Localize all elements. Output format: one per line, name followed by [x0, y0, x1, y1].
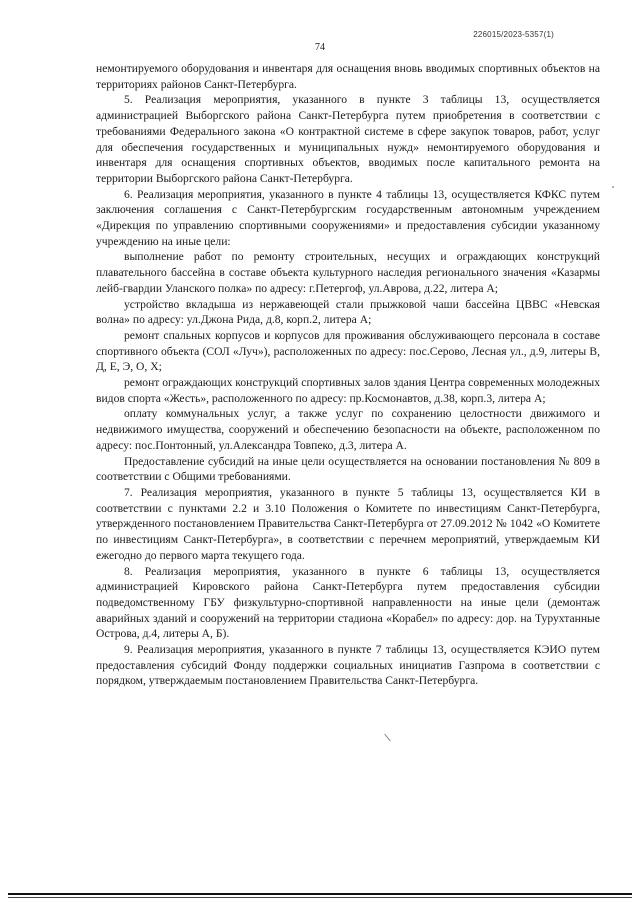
page-number: 74	[315, 42, 325, 53]
document-registration-number: 226015/2023-5357(1)	[473, 30, 554, 39]
scan-artifact-mark	[384, 734, 391, 742]
list-item-dormitory-repair: ремонт спальных корпусов и корпусов для проживания обслуживающего персонала в составе спортивного объекта (СОЛ «Луч»), расположенных по адресу: пос.Серово, Лесная ул., д.9, литеры В, Д, Е, Э, О, Х;	[96, 328, 600, 374]
paragraph-item-8: 8. Реализация мероприятия, указанного в пункте 6 таблицы 13, осуществляется администрацией Кировского района Санкт-Петербурга путем предоставления субсидии подведомственному ГБУ физкультурно-спортивной направленности на иные цели (демонтаж аварийных зданий и сооружений на территории стадиона «Корабел» по адресу: дор. на Турухтанные Острова, д.4, литеры А, Б).	[96, 564, 600, 641]
list-item-diving-bowl: устройство вкладыша из нержавеющей стали прыжковой чаши бассейна ЦВВС «Невская волна» по адресу: ул.Джона Рида, д.8, корп.2, литера А;	[96, 297, 600, 327]
paragraph-item-6: 6. Реализация мероприятия, указанного в пункте 4 таблицы 13, осуществляется КФКС путем заключения соглашения с Санкт-Петербургским государственным автономным учреждением «Дирекция по управлению спортивными сооружениями» и предоставления субсидии указанному учреждению на иные цели:	[96, 187, 600, 248]
paragraph-continuation: немонтируемого оборудования и инвентаря для оснащения вновь вводимых спортивных объектов на территориях районов Санкт-Петербурга.	[96, 62, 600, 91]
paragraph-subsidy-basis: Предоставление субсидий на иные цели осуществляется на основании постановления № 809 в соответствии с Общими требованиями.	[96, 454, 600, 484]
paragraph-item-7: 7. Реализация мероприятия, указанного в пункте 5 таблицы 13, осуществляется КИ в соответствии с пунктами 2.2 и 3.10 Положения о Комитете по инвестициям Санкт-Петербурга, утвержденного постановлением Правительства Санкт-Петербурга от 27.09.2012 № 1042 «О Комитете по инвестициям Санкт-Петербурга», в соответствии с перечнем мероприятий, утверждаемым КИ ежегодно до первого марта текущего года.	[96, 485, 600, 562]
scan-bottom-edge	[8, 893, 632, 895]
list-item-halls-repair: ремонт ограждающих конструкций спортивных залов здания Центра современных молодежных видов спорта «Жесть», расположенного по адресу: пр.Космонавтов, д.38, корп.3, литера А;	[96, 376, 600, 405]
list-item-pool-repair: выполнение работ по ремонту строительных, несущих и ограждающих конструкций плавательного бассейна в составе объекта культурного наследия регионального значения «Казармы лейб-гвардии Уланского полка» по адресу: г.Петергоф, ул.Аврова, д.22, литера А;	[96, 250, 600, 295]
list-item-utilities: оплату коммунальных услуг, а также услуг по сохранению целостности движимого и недвижимого имущества, сооружений и обеспечению безопасности на объекте, расположенном по адресу: пос.Понтонный, ул.Александра Товпеко, д.3, литера А.	[96, 407, 600, 452]
scan-bottom-edge-secondary	[8, 897, 632, 898]
paragraph-item-5: 5. Реализация мероприятия, указанного в пункте 3 таблицы 13, осуществляется администрацией Выборгского района Санкт-Петербурга путем приобретения в соответствии с требованиями Федерального закона «О контрактной системе в сфере закупок товаров, работ, услуг для обеспечения государственных и муниципальных нужд» немонтируемого оборудования и инвентаря для оснащения спортивных объектов, вводимых после капитального ремонта на территории Выборгского района Санкт-Петербурга.	[96, 93, 600, 185]
document-body	[96, 61, 600, 689]
scan-speck	[612, 186, 614, 188]
paragraph-item-9: 9. Реализация мероприятия, указанного в пункте 7 таблицы 13, осуществляется КЭИО путем предоставления субсидий Фонду поддержки социальных инициатив Газпрома в соответствии с порядком, утверждаемым постановлением Правительства Санкт-Петербурга.	[96, 643, 600, 688]
